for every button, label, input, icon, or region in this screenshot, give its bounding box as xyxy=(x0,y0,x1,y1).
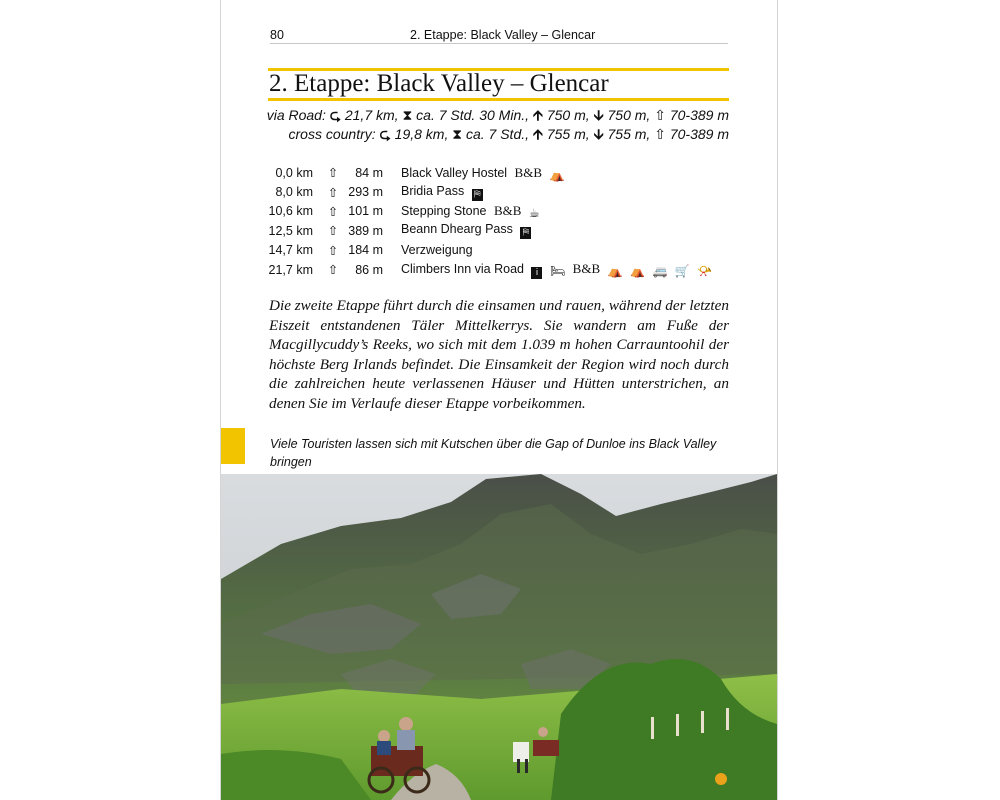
page-edge-marker xyxy=(221,428,245,464)
stage-name: Black Valley Hostel xyxy=(401,165,508,180)
stage-distance: 8,0 km xyxy=(275,185,313,200)
hostel-icon: ⛺ xyxy=(607,263,623,278)
table-row xyxy=(267,182,712,201)
stage-elevation: 389 m xyxy=(348,223,383,238)
elevation-icon: ⇧ xyxy=(654,107,666,123)
route-descent: 755 m, xyxy=(607,126,651,142)
book-page xyxy=(221,0,777,800)
landscape-photo xyxy=(221,474,777,800)
intro-paragraph: Die zweite Etappe führt durch die einsamen und rauen, während der letzten Eiszeit entstandenen Täler Mittelkerrys. Sie wandern am Fuße der Macgillycuddy’s Reeks, wo sich mit dem 1.039 m hohen Carrauntoohil der höchste Berg Irlands befindet. Die Einsamkeit der Region wird noch durch die zahlreichen heute verlassenen Häuser und Hütten unterstrichen, an denen Sie im Verlaufe dieser Etappe vorbeikommen. xyxy=(269,297,729,412)
descent-icon: 🡫 xyxy=(593,107,604,123)
stage-name: Beann Dhearg Pass xyxy=(401,222,513,237)
elevation-icon: ⇧ xyxy=(327,224,339,239)
bnb-label: B&B xyxy=(493,203,522,219)
route-ascent: 755 m, xyxy=(546,126,590,142)
table-row xyxy=(267,202,712,221)
running-header xyxy=(270,28,728,44)
ascent-icon: 🡩 xyxy=(532,107,543,123)
route-descent: 750 m, xyxy=(607,107,651,123)
chapter-title: 2. Etappe: Black Valley – Glencar xyxy=(269,70,609,97)
stage-distance: 14,7 km xyxy=(268,243,313,258)
stage-name: Stepping Stone xyxy=(401,204,487,219)
stage-place xyxy=(401,202,712,221)
camping-icon: ⛺ xyxy=(630,263,645,278)
route-elevation-range: 70-389 m xyxy=(669,126,729,142)
route-duration: ca. 7 Std., xyxy=(465,126,530,142)
distance-icon: ⮎ xyxy=(379,126,391,142)
bnb-label: B&B xyxy=(514,164,543,180)
hostel-icon: ⛺ xyxy=(549,167,565,182)
route-ascent: 750 m, xyxy=(546,107,590,123)
campervan-icon: 🚐 xyxy=(652,263,668,278)
stage-table xyxy=(267,163,712,279)
table-row xyxy=(267,163,712,182)
elevation-icon: ⇧ xyxy=(327,185,339,200)
shop-icon: 🛒 xyxy=(674,263,690,278)
stage-elevation: 84 m xyxy=(355,165,383,180)
route-line-road xyxy=(267,107,729,123)
title-rule-bottom xyxy=(268,98,729,101)
route-duration: ca. 7 Std. 30 Min., xyxy=(416,107,530,123)
photo-caption: Viele Touristen lassen sich mit Kutschen über die Gap of Dunloe ins Black Valley bringen xyxy=(270,437,717,469)
stage-place xyxy=(401,241,712,260)
bed-icon: 🛏 xyxy=(549,263,566,278)
descent-icon: 🡫 xyxy=(593,126,604,142)
elevation-icon: ⇧ xyxy=(654,126,666,142)
elevation-icon: ⇧ xyxy=(327,166,339,181)
bnb-label: B&B xyxy=(572,260,601,276)
running-title: 2. Etappe: Black Valley – Glencar xyxy=(410,28,596,42)
stage-elevation: 86 m xyxy=(355,262,383,277)
elevation-icon: ⇧ xyxy=(327,263,339,278)
table-row xyxy=(267,260,712,279)
stage-name: Verzweigung xyxy=(401,243,473,258)
cafe-icon: ☕ xyxy=(528,206,540,221)
stage-place xyxy=(401,221,712,240)
stage-name: Bridia Pass xyxy=(401,183,465,198)
stage-place xyxy=(401,163,712,182)
elevation-icon: ⇧ xyxy=(327,204,339,219)
elevation-icon: ⇧ xyxy=(327,243,339,258)
stage-distance: 21,7 km xyxy=(268,262,313,277)
stage-distance: 12,5 km xyxy=(268,223,313,238)
stage-elevation: 184 m xyxy=(348,243,383,258)
stage-name: Climbers Inn via Road xyxy=(401,261,524,276)
route-label: cross country: xyxy=(288,126,376,142)
hourglass-icon: ⧗ xyxy=(402,107,413,123)
ascent-icon: 🡩 xyxy=(532,126,543,142)
table-row xyxy=(267,221,712,240)
page-number: 80 xyxy=(270,28,284,42)
pass-icon: ⛿ xyxy=(472,189,483,201)
post-icon: 📯 xyxy=(697,263,713,278)
stage-distance: 10,6 km xyxy=(268,204,313,219)
distance-icon: ⮎ xyxy=(329,107,341,123)
route-distance: 21,7 km, xyxy=(344,107,399,123)
stage-place xyxy=(401,260,712,279)
stage-place xyxy=(401,182,712,201)
table-row xyxy=(267,241,712,260)
info-icon: i xyxy=(531,267,542,279)
hourglass-icon: ⧗ xyxy=(452,126,463,142)
pass-icon: ⛿ xyxy=(520,227,531,239)
route-elevation-range: 70-389 m xyxy=(669,107,729,123)
stage-elevation: 101 m xyxy=(348,204,383,219)
route-line-cross-country xyxy=(289,126,729,142)
stage-distance: 0,0 km xyxy=(275,165,313,180)
route-label: via Road: xyxy=(266,107,326,123)
route-distance: 19,8 km, xyxy=(394,126,449,142)
stage-elevation: 293 m xyxy=(348,185,383,200)
